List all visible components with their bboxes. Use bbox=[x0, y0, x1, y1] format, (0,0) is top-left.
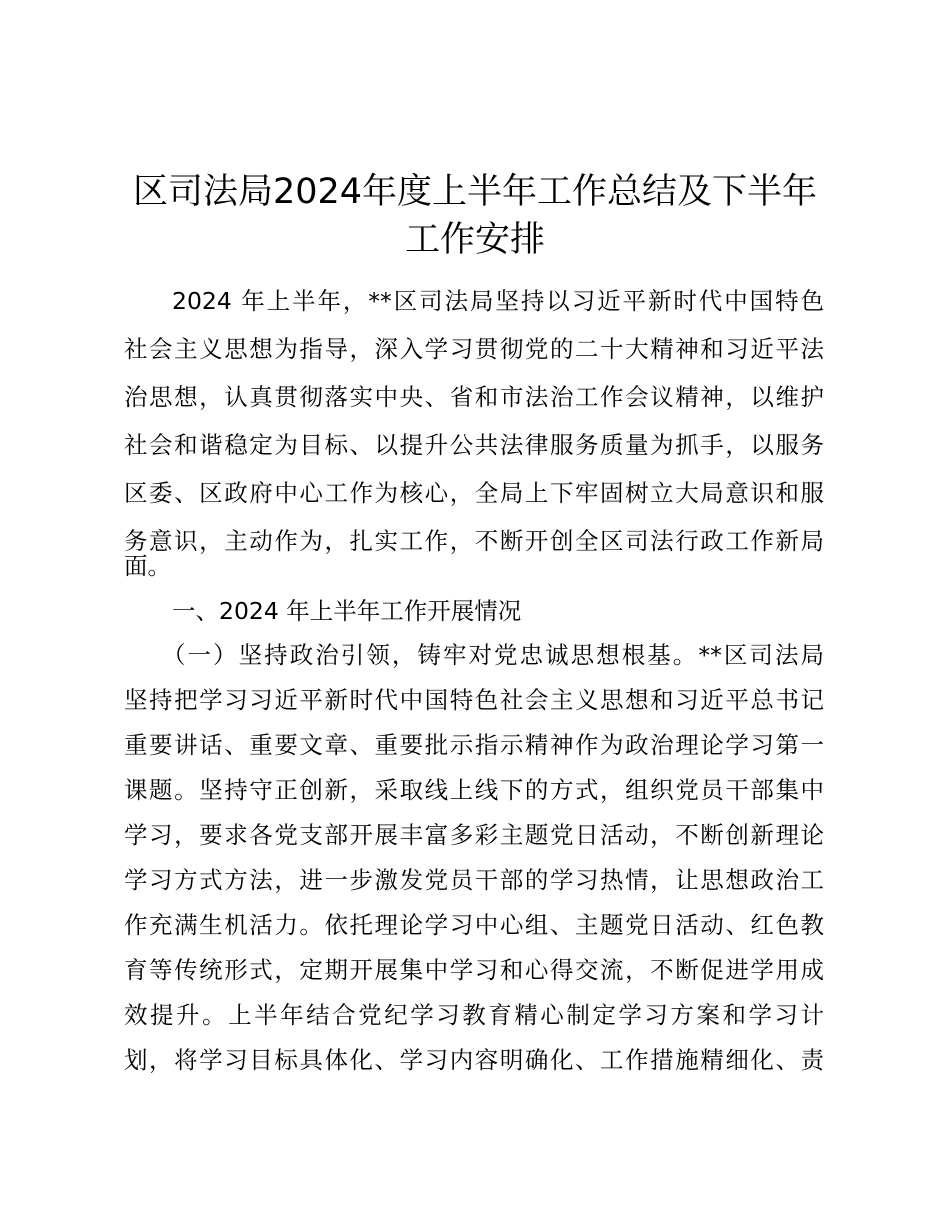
paragraph-1-line-1: 2024 年上半年，**区司法局坚持以习近平新时代中国特色 bbox=[172, 287, 824, 315]
paragraph-2-line-8: 育等传统形式，定期开展集中学习和心得交流，不断促进学用成 bbox=[124, 956, 824, 984]
paragraph-2-line-6: 学习方式方法，进一步激发党员干部的学习热情，让思想政治工 bbox=[124, 866, 824, 894]
paragraph-2-line-10: 划，将学习目标具体化、学习内容明确化、工作措施精细化、责 bbox=[124, 1046, 824, 1074]
paragraph-2-line-2: 坚持把学习习近平新时代中国特色社会主义思想和习近平总书记 bbox=[124, 686, 824, 714]
paragraph-1-line-7: 面。 bbox=[124, 552, 171, 580]
paragraph-2-line-4: 课题。坚持守正创新，采取线上线下的方式，组织党员干部集中 bbox=[124, 776, 824, 804]
paragraph-1-line-6: 务意识，主动作为，扎实工作，不断开创全区司法行政工作新局 bbox=[124, 527, 824, 555]
paragraph-2-line-5: 学习，要求各党支部开展丰富多彩主题党日活动，不断创新理论 bbox=[124, 821, 824, 849]
section-heading: 一、2024 年上半年工作开展情况 bbox=[172, 597, 522, 625]
paragraph-2-line-3: 重要讲话、重要文章、重要批示指示精神作为政治理论学习第一 bbox=[124, 731, 824, 759]
paragraph-2-line-1: （一）坚持政治引领，铸牢对党忠诚思想根基。**区司法局 bbox=[162, 641, 824, 669]
paragraph-1-line-3: 治思想，认真贯彻落实中央、省和市法治工作会议精神，以维护 bbox=[124, 383, 824, 411]
paragraph-2-line-9: 效提升。上半年结合党纪学习教育精心制定学习方案和学习计 bbox=[124, 1001, 824, 1029]
document-title-line-1: 区司法局2024年度上半年工作总结及下半年 bbox=[132, 172, 818, 212]
paragraph-1-line-5: 区委、区政府中心工作为核心，全局上下牢固树立大局意识和服 bbox=[124, 479, 824, 507]
document-title-line-2: 工作安排 bbox=[404, 220, 545, 260]
paragraph-1-line-2: 社会主义思想为指导，深入学习贯彻党的二十大精神和习近平法 bbox=[124, 335, 824, 363]
paragraph-1-line-4: 社会和谐稳定为目标、以提升公共法律服务质量为抓手，以服务 bbox=[124, 431, 824, 459]
paragraph-2-line-7: 作充满生机活力。依托理论学习中心组、主题党日活动、红色教 bbox=[124, 911, 824, 939]
